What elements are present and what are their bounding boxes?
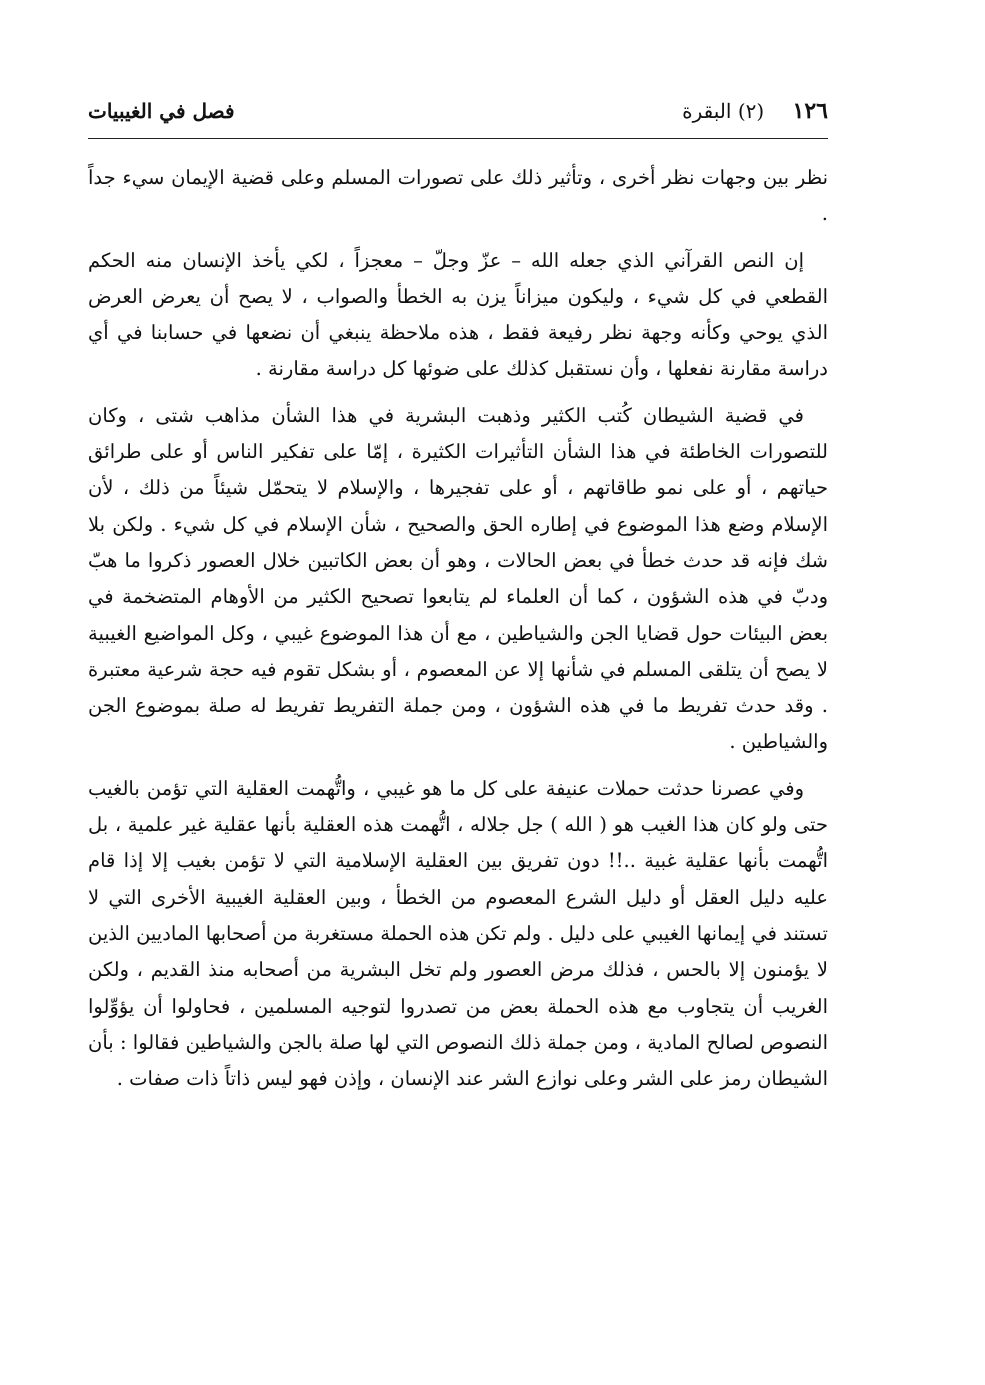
paragraph: نظر بين وجهات نظر أخرى ، وتأثير ذلك على تصورات المسلم وعلى قضية الإيمان سيء جداً .: [88, 166, 828, 226]
paragraph: وفي عصرنا حدثت حملات عنيفة على كل ما هو غيبي ، واتُّهمت العقلية التي تؤمن بالغيب حتى ولو كان هذا الغيب هو ( الله ) جل جلاله ، اتُّهمت هذه العقلية بأنها عقلية غير علمية ، بل اتُّهمت بأنها عقلية غبية ..!! دون تفريق بين العقلية الإسلامية التي لا تؤمن بغيب إلا إذا قام عليه دليل العقل أو دليل الشرع المعصوم من الخطأ ، وبين العقلية الغيبية الأخرى التي لا تستند في إيمانها الغيبي على دليل . ولم تكن هذه الحملة مستغربة من أصحابها الماديين الذين لا يؤمنون إلا بالحس ، فذلك مرض العصور ولم تخل البشرية من أصحابه منذ القديم ، ولكن الغريب أن يتجاوب مع هذه الحملة بعض من تصدروا لتوجيه المسلمين ، فحاولوا أن يؤوِّلوا النصوص لصالح المادية ، ومن جملة ذلك النصوص التي لها صلة بالجن والشياطين فقالوا : بأن الشيطان رمز على الشر وعلى نوازع الشر عند الإنسان ، وإذن فهو ليس ذاتاً ذات صفات .: [88, 776, 828, 1091]
page-header: [88, 96, 828, 136]
paragraph: إن النص القرآني الذي جعله الله – عزّ وجلّ – معجزاً ، لكي يأخذ الإنسان منه الحكم القطعي في كل شيء ، وليكون ميزاناً يزن به الخطأ والصواب ، لا يصح أن يعرض العرض الذي يوحي وكأنه وجهة نظر رفيعة فقط ، هذه ملاحظة ينبغي أن نضعها في حسابنا في أي دراسة مقارنة نفعلها ، وأن نستقبل كذلك على ضوئها كل دراسة مقارنة .: [88, 248, 828, 381]
header-divider: [88, 138, 828, 139]
header-right-group: [682, 96, 828, 126]
paragraph: في قضية الشيطان كُتب الكثير وذهبت البشرية في هذا الشأن مذاهب شتى ، وكان للتصورات الخاطئة في هذا الشأن التأثيرات الكثيرة ، إمّا على تفكير الناس أو على طرائق حياتهم ، أو على نمو طاقاتهم ، أو على تفجيرها ، والإسلام لا يتحمّل شيئاً من ذلك ، لأن الإسلام وضع هذا الموضوع في إطاره الحق والصحيح ، شأن الإسلام في كل شيء . ولكن بلا شك فإنه قد حدث خطأ في بعض الحالات ، وهو أن بعض الكاتبين خلال العصور ذكروا ما هبّ ودبّ في هذه الشؤون ، كما أن العلماء لم يتابعوا تصحيح الكثير من الأوهام المتضخمة في بعض البيئات حول قضايا الجن والشياطين ، مع أن هذا الموضوع غيبي ، وكل المواضيع الغيبية لا يصح أن يتلقى المسلم في شأنها إلا عن المعصوم ، أو بشكل تقوم فيه حجة شرعية معتبرة . وقد حدث تفريط ما في هذه الشؤون ، ومن جملة التفريط تفريط له صلة بموضوع الجن والشياطين .: [88, 403, 828, 754]
surah-label: (٢) البقرة: [682, 99, 765, 123]
section-title: فصل في الغيبيات: [88, 99, 235, 123]
body-text: [88, 160, 828, 1107]
page-number: ١٢٦: [792, 98, 828, 124]
